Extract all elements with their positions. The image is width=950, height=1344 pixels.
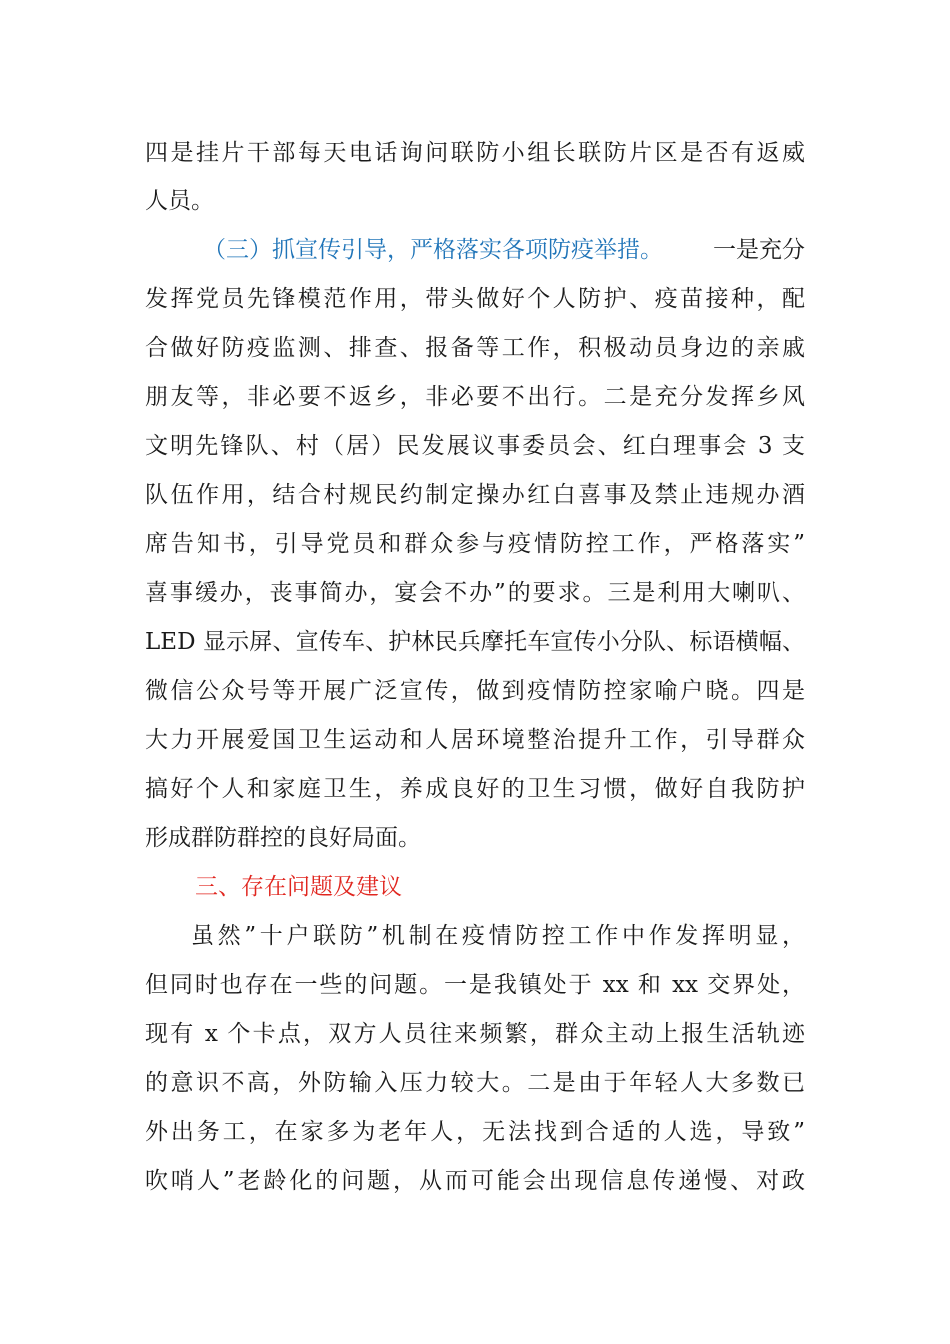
paragraph-line: 朋友等，非必要不返乡，非必要不出行。二是充分发挥乡风 [145, 384, 805, 410]
paragraph-line: 的意识不高，外防输入压力较大。二是由于年轻人大多数已 [145, 1070, 805, 1096]
subsection-heading: （三）抓宣传引导，严格落实各项防疫举措。 [203, 237, 663, 263]
subsection-first-line [203, 234, 805, 266]
paragraph-line: LED 显示屏、宣传车、护林民兵摩托车宣传小分队、标语横幅、 [145, 629, 805, 655]
paragraph-line: 形成群防群控的良好局面。 [145, 825, 421, 851]
paragraph-line: 大力开展爱国卫生运动和人居环境整治提升工作，引导群众 [145, 727, 805, 753]
paragraph-line: 文明先锋队、村（居）民发展议事委员会、红白理事会 3 支 [145, 433, 805, 459]
paragraph-line: 微信公众号等开展广泛宣传，做到疫情防控家喻户晓。四是 [145, 678, 805, 704]
paragraph-line: 虽然”十户联防”机制在疫情防控工作中作发挥明显， [191, 923, 805, 949]
paragraph-text: 一是充分 [713, 237, 805, 263]
section-heading: 三、存在问题及建议 [195, 874, 402, 900]
paragraph-line: 搞好个人和家庭卫生，养成良好的卫生习惯，做好自我防护 [145, 776, 805, 802]
paragraph-line: 发挥党员先锋模范作用，带头做好个人防护、疫苗接种，配 [145, 286, 805, 312]
paragraph-line: 吹哨人”老龄化的问题，从而可能会出现信息传递慢、对政 [145, 1168, 805, 1194]
paragraph-line: 合做好防疫监测、排查、报备等工作，积极动员身边的亲戚 [145, 335, 805, 361]
paragraph-line: 但同时也存在一些的问题。一是我镇处于 xx 和 xx 交界处， [145, 972, 805, 998]
paragraph-line: 席告知书，引导党员和群众参与疫情防控工作，严格落实” [145, 531, 805, 557]
paragraph-line: 四是挂片干部每天电话询问联防小组长联防片区是否有返威 [145, 140, 805, 166]
paragraph-line: 队伍作用，结合村规民约制定操办红白喜事及禁止违规办酒 [145, 482, 805, 508]
paragraph-line: 人员。 [145, 188, 214, 214]
paragraph-line: 外出务工，在家多为老年人，无法找到合适的人选，导致” [145, 1119, 805, 1145]
paragraph-line: 喜事缓办，丧事简办，宴会不办”的要求。三是利用大喇叭、 [145, 580, 805, 606]
paragraph-line: 现有 x 个卡点，双方人员往来频繁，群众主动上报生活轨迹 [145, 1021, 805, 1047]
